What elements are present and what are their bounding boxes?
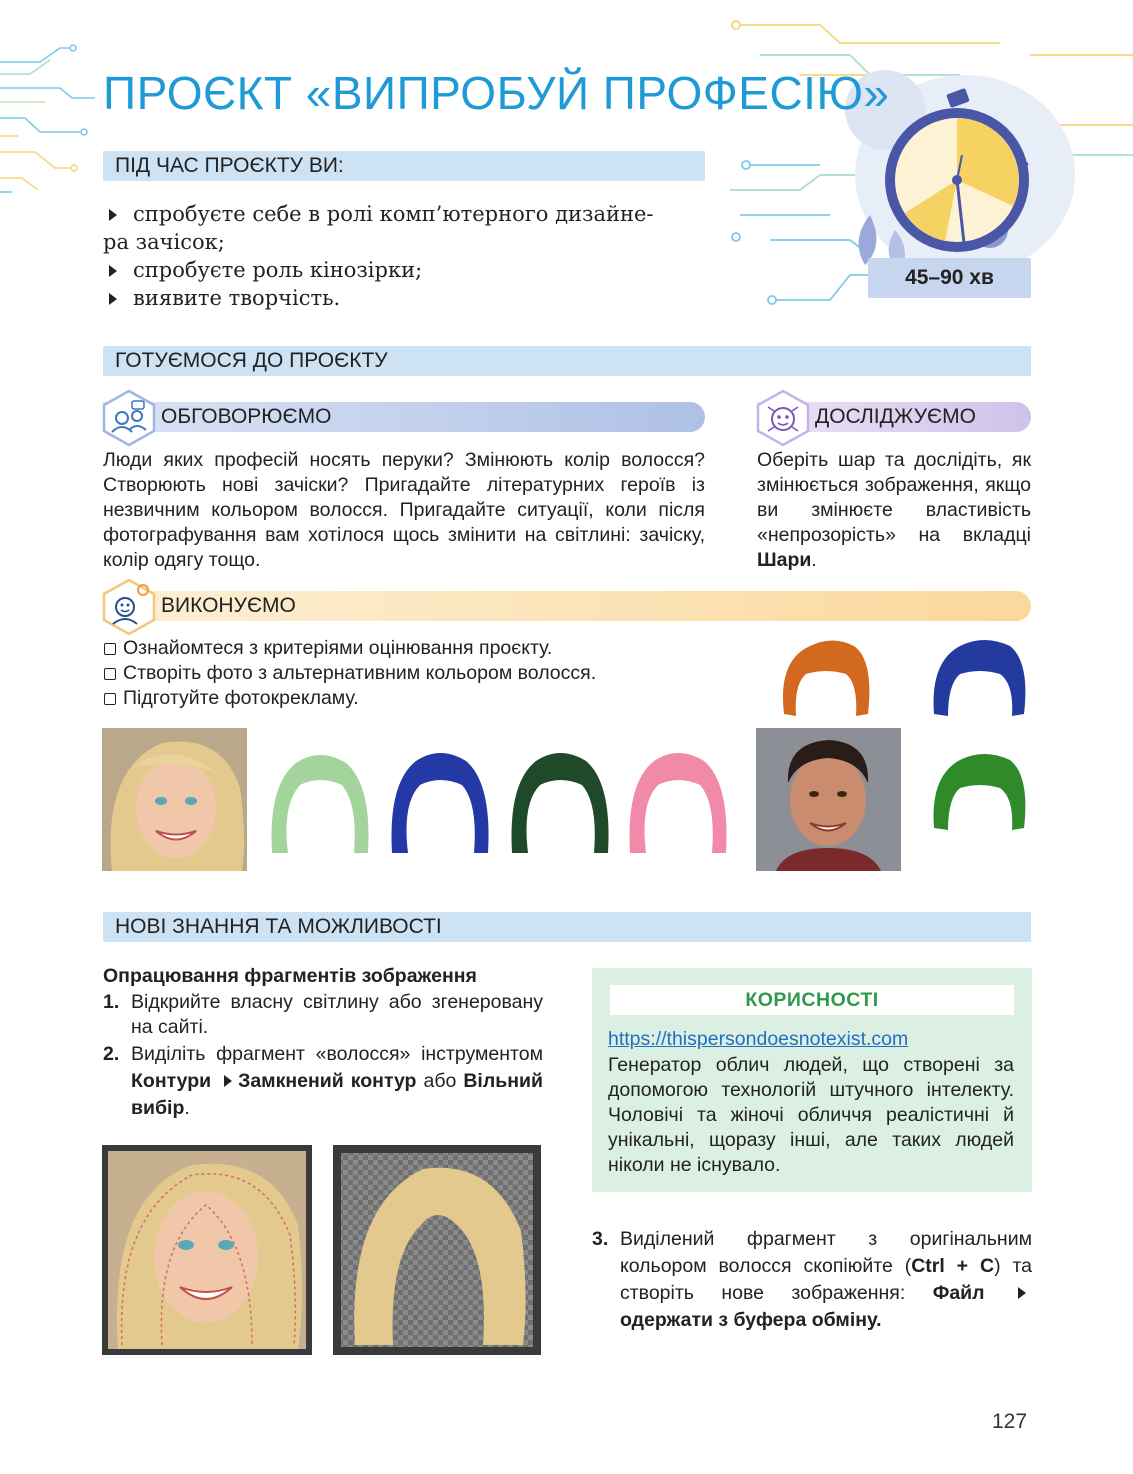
do-task-list xyxy=(103,636,596,711)
orange-short-wig-image xyxy=(776,634,876,722)
step-2: 2. Виділіть фрагмент «волосся» інструментом Контури Замкнений контур або Вільний вибір. xyxy=(103,1042,543,1119)
useful-heading: КОРИСНОСТІ xyxy=(610,985,1014,1015)
task-item: Створіть фото з альтернативним кольором волосся. xyxy=(103,661,596,686)
triangle-arrow-icon xyxy=(224,1075,232,1087)
do-label-bar: ВИКОНУЄМО xyxy=(103,591,1031,621)
list-item: спробуєте роль кінозірки; xyxy=(103,256,713,284)
pink-long-wig-image xyxy=(626,743,730,855)
steps-right xyxy=(592,1226,1032,1334)
thispersondoesnotexist-link[interactable]: https://thispersondoesnotexist.com xyxy=(608,1028,909,1050)
light-green-long-wig-image xyxy=(268,745,372,855)
section-heading-preparing: ГОТУЄМОСЯ ДО ПРОЄКТУ xyxy=(103,346,1031,376)
man-portrait-photo xyxy=(756,728,901,871)
circuit-decoration-left xyxy=(0,40,110,210)
checkbox-icon xyxy=(104,643,116,655)
dark-green-long-wig-image xyxy=(508,743,612,855)
green-short-wig-image xyxy=(928,748,1032,832)
triangle-bullet-icon xyxy=(109,265,117,277)
woman-photo-with-selection xyxy=(102,1145,312,1355)
useful-box xyxy=(592,968,1032,1192)
discuss-text: Люди яких професій носять перуки? Змінюють колір волосся? Створюють нові зачіски? Пригадайте літературних героїв із незвичним кольором волосся. Пригадайте ситуації, коли після фотографування вам хотілося щось змінити на світлині: зачіску, колір одягу тощо. xyxy=(103,449,705,571)
research-text: Оберіть шар та дослідіть, як змінюється зображення, якщо ви змінюєте властивість «непрозорість» на вкладці Шари. xyxy=(757,449,1031,571)
section-heading-new-knowledge: НОВІ ЗНАННЯ ТА МОЖЛИВОСТІ xyxy=(103,912,1031,942)
blue-long-wig-image xyxy=(388,743,492,855)
discuss-label-bar: ОБГОВОРЮЄМО xyxy=(103,402,705,432)
during-project-bullets xyxy=(103,200,713,312)
task-item: Ознайомтеся з критеріями оцінювання проєкту. xyxy=(103,636,596,661)
research-robot-icon xyxy=(755,389,811,447)
step-1: 1. Відкрийте власну світлину або згенеровану на сайті. xyxy=(103,990,543,1038)
triangle-arrow-icon xyxy=(1018,1287,1026,1299)
section-heading-during-project xyxy=(103,151,705,181)
extracted-hair-photo xyxy=(333,1145,541,1355)
page-title: ПРОЄКТ «ВИПРОБУЙ ПРОФЕСІЮ» xyxy=(103,67,890,119)
task-item: Підготуйте фотокрекламу. xyxy=(103,686,596,711)
useful-text: Генератор облич людей, що створені за допомогою технологій штучного інтелекту. Чоловічі та жіночі обличчя реалістичні й унікальні, щоразу інші, але таких людей ніколи не існувало. xyxy=(608,1054,1014,1176)
processing-subheading: Опрацювання фрагментів зображення xyxy=(103,965,477,987)
list-item: спробуєте себе в ролі комп’ютерного дизайне- xyxy=(103,200,713,228)
time-badge: 45–90 хв xyxy=(868,258,1031,298)
person-gear-icon xyxy=(101,578,157,636)
research-label-bar: ДОСЛІДЖУЄМО xyxy=(757,402,1031,432)
checkbox-icon xyxy=(104,668,116,680)
triangle-bullet-icon xyxy=(109,293,117,305)
during-project-heading: ПІД ЧАС ПРОЄКТУ ВИ: xyxy=(115,154,344,177)
list-item-continuation: ра зачісок; xyxy=(103,230,225,254)
page-number: 127 xyxy=(992,1410,1028,1433)
step-3: 3. Виділений фрагмент з оригінальним кольором волосся скопіюйте (Ctrl + C) та створіть нове зображення: Файл одержати з буфера обміну. xyxy=(592,1228,1033,1331)
discussion-heads-icon xyxy=(101,389,157,447)
checkbox-icon xyxy=(104,693,116,705)
list-item: виявите творчість. xyxy=(103,284,713,312)
woman-portrait-photo xyxy=(102,728,247,871)
navy-short-wig-image xyxy=(928,634,1032,722)
steps-left xyxy=(103,964,543,1122)
triangle-bullet-icon xyxy=(109,209,117,221)
